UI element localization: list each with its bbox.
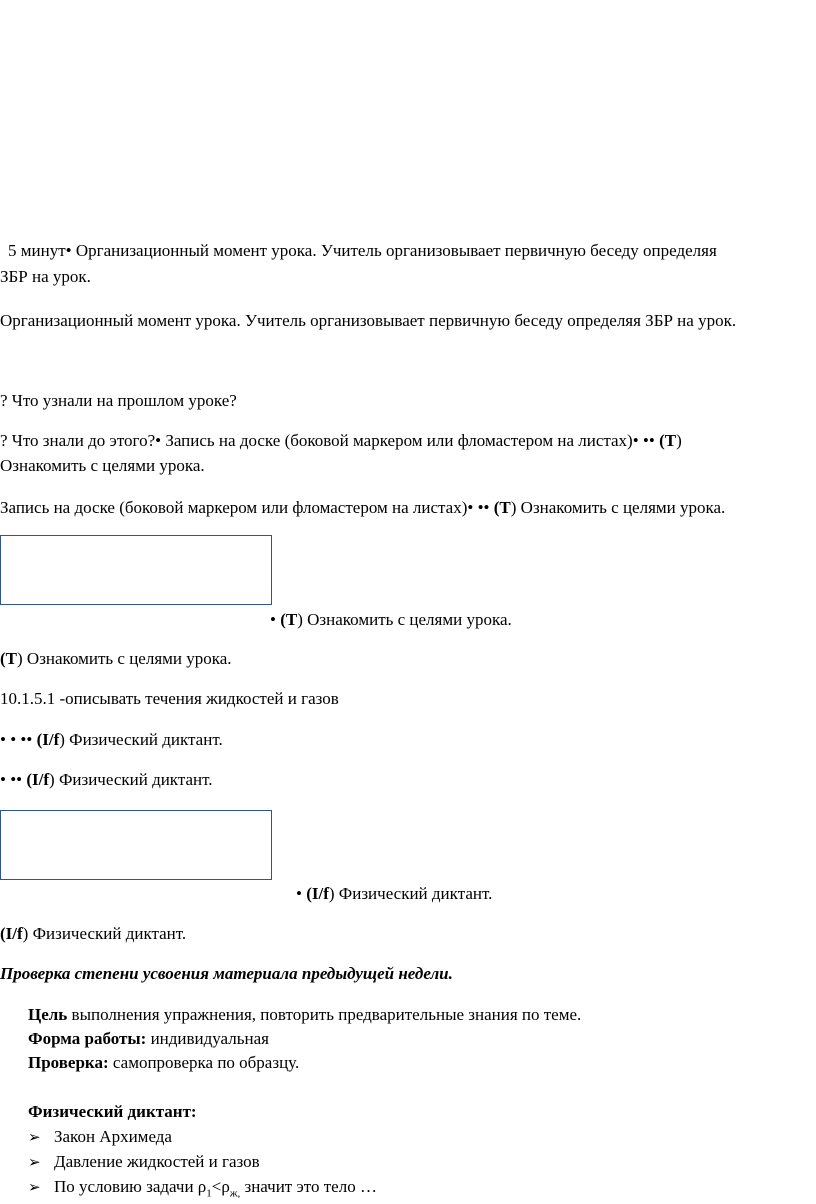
goal-line: Цель выполнения упражнения, повторить предварительные знания по теме.	[28, 1005, 582, 1024]
dictation-line-4: (I/f) Физический диктант.	[0, 924, 187, 943]
goals-line: (Т) Ознакомить с целями урока.	[0, 649, 232, 668]
question-prior-knowledge: ? Что знали до этого?• Запись на доске (боковой маркером или фломастером на листах)• •• (Т)	[0, 431, 682, 450]
section-heading: Проверка степени усвоения материала предыдущей недели.	[0, 964, 453, 983]
bullet-icon: • • ••	[0, 730, 33, 749]
board-note-line: Запись на доске (боковой маркером или фломастером на листах)• •• (Т) Ознакомить с целями урока.	[0, 498, 726, 517]
stage-description: Организационный момент урока. Учитель организовывает первичную беседу определяя ЗБР на урок.	[0, 311, 737, 330]
bullet-icon: •	[270, 610, 276, 629]
bullet-icon: • ••	[632, 431, 655, 450]
learning-objective: 10.1.5.1 -описывать течения жидкостей и газов	[0, 689, 339, 708]
stage-text-continuation: ЗБР на урок.	[0, 267, 91, 286]
dictation-title: Физический диктант:	[28, 1102, 197, 1121]
list-item: ➢ Закон Архимеда	[28, 1126, 172, 1149]
bullet-icon: •	[65, 241, 72, 260]
arrow-bullet-icon: ➢	[28, 1180, 41, 1196]
list-item: ➢ По условию задачи $\rho_1<\rho_{ж,}$ значит это тело …	[28, 1177, 377, 1200]
bullet-icon: • ••	[467, 498, 490, 517]
empty-frame-box	[0, 535, 272, 605]
arrow-bullet-icon: ➢	[28, 1130, 41, 1146]
bullet-icon: •	[296, 884, 302, 903]
dictation-line-1: • • •• (I/f) Физический диктант.	[0, 730, 223, 749]
dictation-line-3: • (I/f) Физический диктант.	[296, 884, 493, 903]
goals-text: Ознакомить с целями урока.	[0, 456, 205, 475]
lesson-stage-line	[8, 240, 717, 262]
dictation-line-2: • •• (I/f) Физический диктант.	[0, 770, 213, 789]
duration-text: 5 минут	[8, 241, 66, 260]
check-line: Проверка: самопроверка по образцу.	[28, 1053, 300, 1072]
goals-line-bulleted: • (Т) Ознакомить с целями урока.	[270, 610, 512, 629]
empty-frame-box	[0, 810, 272, 880]
arrow-bullet-icon: ➢	[28, 1155, 41, 1171]
work-form-line: Форма работы: индивидуальная	[28, 1029, 269, 1048]
stage-text: Организационный момент урока. Учитель организовывает первичную беседу определяя	[71, 241, 717, 260]
list-item: ➢ Давление жидкостей и газов	[28, 1151, 260, 1174]
bullet-icon: • ••	[0, 770, 23, 789]
question-previous-lesson: ? Что узнали на прошлом уроке?	[0, 391, 237, 410]
bullet-icon: •	[155, 431, 162, 450]
